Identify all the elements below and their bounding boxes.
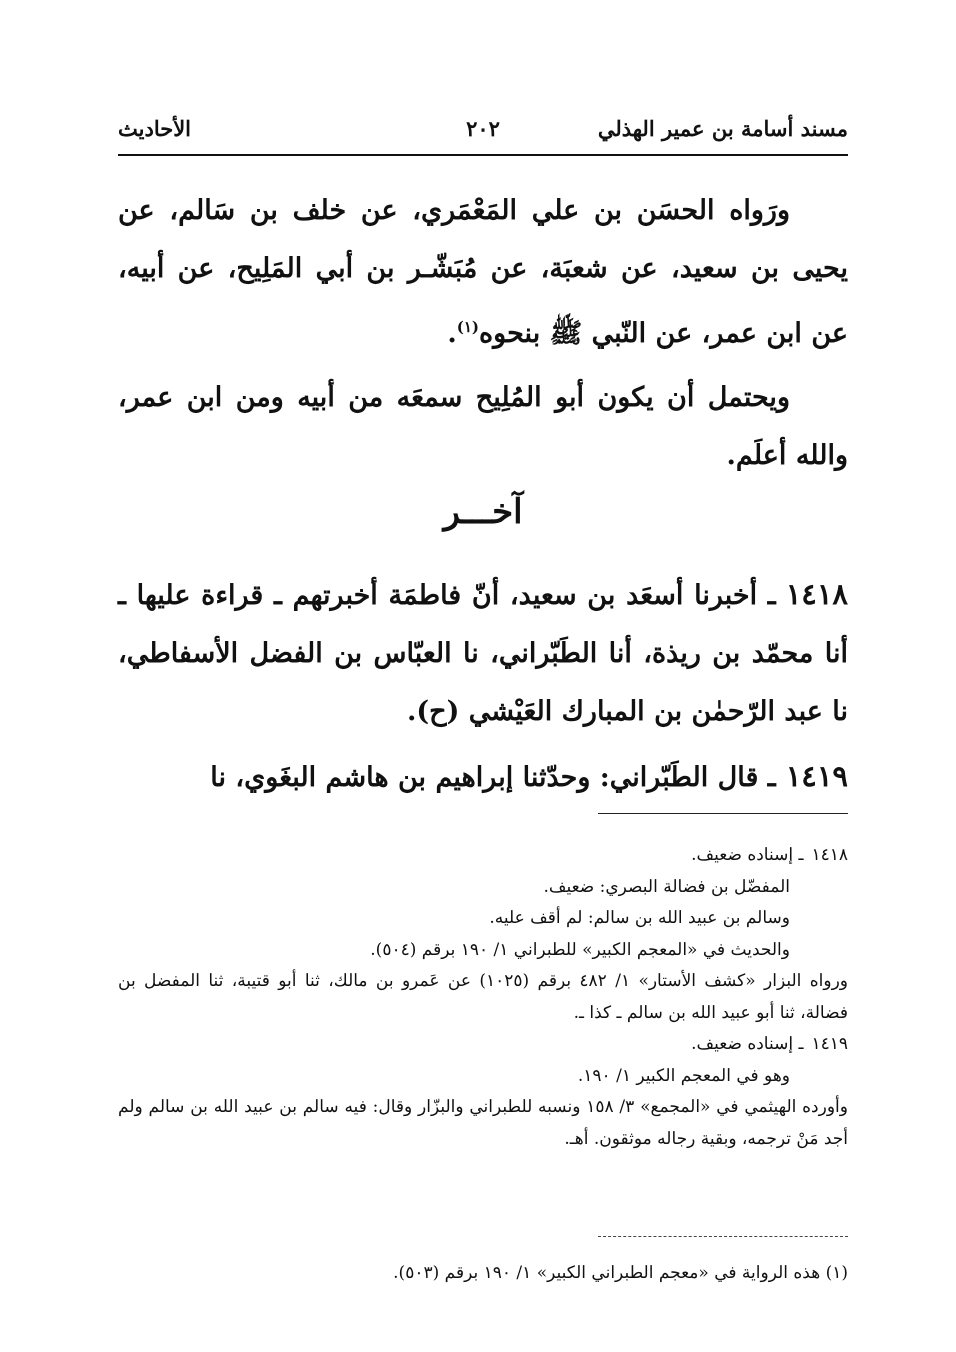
header-book-title: مسند أسامة بن عمير الهذلي xyxy=(597,116,848,141)
note-number: ١٤١٩ xyxy=(811,1034,848,1054)
header-section: الأحاديث xyxy=(118,116,192,141)
hadith-number: ١٤١٩ xyxy=(785,759,848,793)
body-paragraph-2: ويحتمل أن يكون أبو المُلِيح سمعَه من أبيه ومن ابن عمر، والله أعلَم. xyxy=(118,382,848,471)
hadith-text: ـ أخبرنا أسعَد بن سعيد، أنّ فاطمَة أخبرتهم ـ قراءة عليها ـ أنا محمّد بن ريذة، أنا الطَبّراني، نا العبّاس بن الفضل الأسفاطي، نا عبد الرّحمٰن بن المبارك العَيْشي (ح). xyxy=(118,580,848,727)
note-line: والحديث في «المعجم الكبير» للطبراني ١/ ١٩٠ برقم (٥٠٤). xyxy=(370,939,790,960)
hadith-entry xyxy=(118,747,848,807)
note-line: وأورده الهيثمي في «المجمع» ٣/ ١٥٨ ونسبه للطبراني والبزّار وقال: فيه سالم بن عبيد الله بن سالم ولم أجد مَنْ ترجمه، وبقية رجاله موثقون. أهـ. xyxy=(118,1097,848,1149)
footnote-separator xyxy=(598,1236,848,1237)
note-line: وهو في المعجم الكبير ١/ ١٩٠. xyxy=(577,1065,790,1086)
hadith-number: ١٤١٨ xyxy=(785,577,848,611)
hadith-entry xyxy=(118,565,848,741)
note-number: ١٤١٨ xyxy=(811,845,848,865)
body-paragraph-1: ورَواه الحسَن بن علي المَعْمَري، عن خلف بن سَالم، عن يحيى بن سعيد، عن شعبَة، عن مُبَشّـر بن أبي المَلِيح، عن أبيه، عن ابن عمر، عن النّبي ﷺ بنحوه$^{(١)}$. xyxy=(118,195,848,349)
main-text xyxy=(118,182,848,491)
notes-separator xyxy=(598,813,848,814)
hadith-entries xyxy=(118,565,848,813)
header-page-number: ٢٠٢ xyxy=(466,116,500,141)
footnote-marker: (١) xyxy=(456,318,480,336)
header-rule xyxy=(118,154,848,156)
footnote: (١) هذه الرواية في «معجم الطبراني الكبير» ١/ ١٩٠ برقم (٥٠٣). xyxy=(393,1263,848,1283)
running-header xyxy=(118,112,848,156)
note-line: ورواه البزار «كشف الأستار» ١/ ٤٨٢ برقم (١٠٢٥) عن عَمرو بن مالك، ثنا أبو قتيبة، ثنا المفضل بن فضالة، ثنا أبو عبيد الله بن سالم ـ كذا ـ. xyxy=(118,971,848,1023)
note-line: المفضّل بن فضالة البصري: ضعيف. xyxy=(543,876,790,897)
note-line: وسالم بن عبيد الله بن سالم: لم أقف عليه. xyxy=(489,908,790,928)
section-title: آخـــر xyxy=(443,492,523,532)
note-line: ١٤١٩ـ إسناده ضعيف. xyxy=(691,1034,848,1054)
note-line: ١٤١٨ـ إسناده ضعيف. xyxy=(691,845,848,865)
hadith-text: ـ قال الطَبّراني: وحدّثنا إبراهيم بن هاشم البغَوي، نا xyxy=(210,762,776,793)
takhrij-notes xyxy=(118,840,848,1155)
